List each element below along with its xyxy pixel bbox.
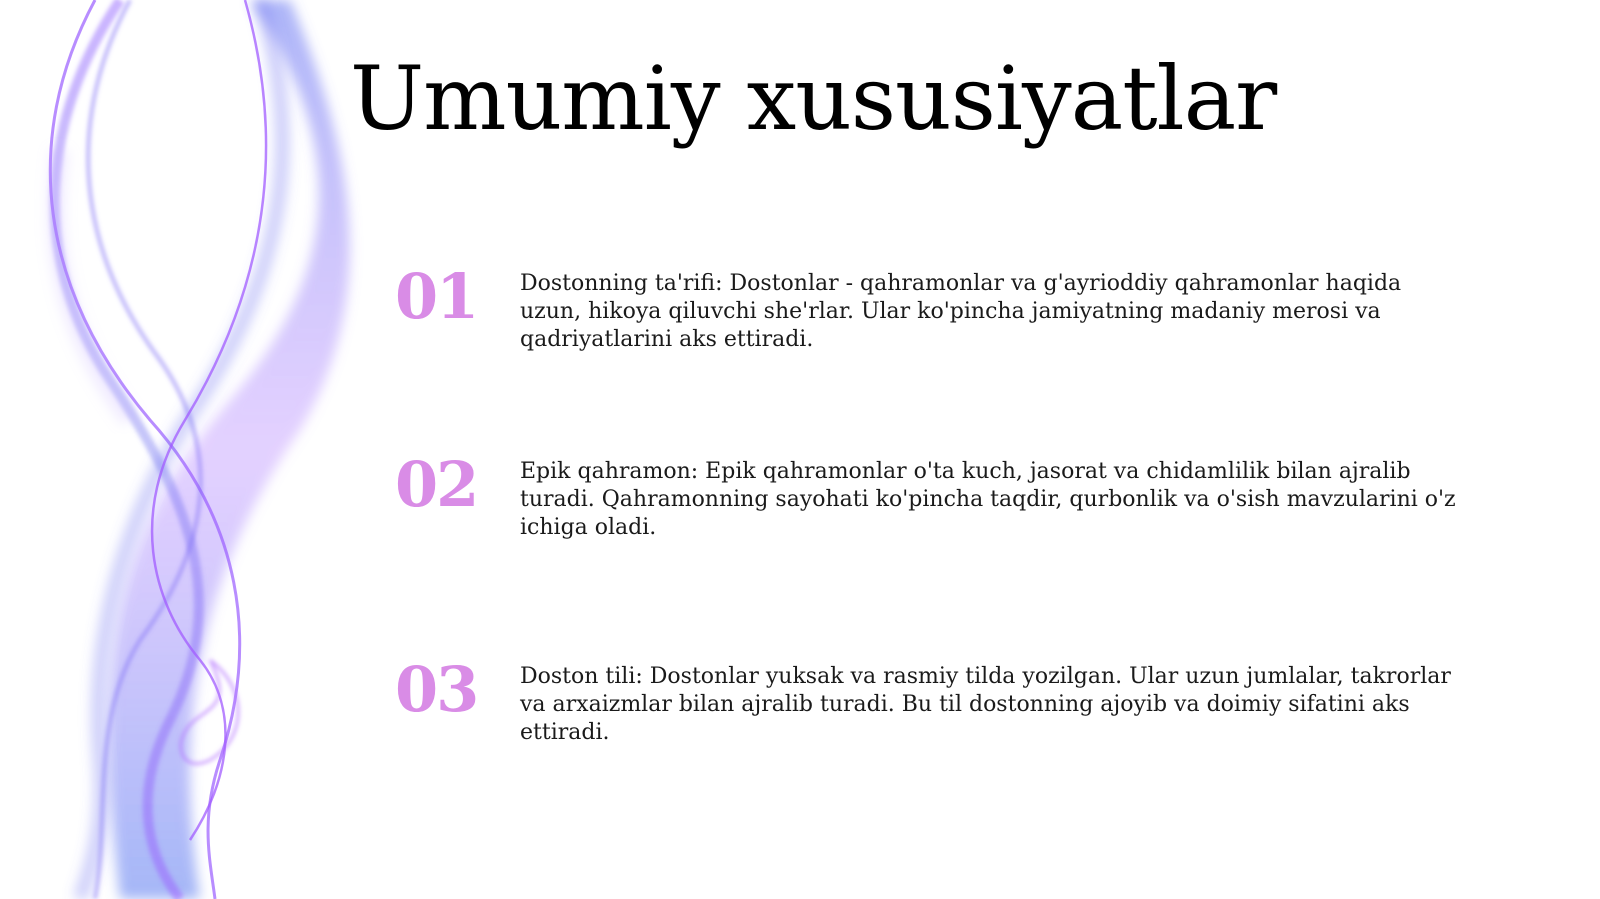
slide-title: Umumiy xususiyatlar [350,47,1277,150]
item-description: Epik qahramon: Epik qahramonlar o'ta kuch, jasorat va chidamlilik bilan ajralib turadi. Qahramonning sayohati ko'pincha taqdir, qurbonlik va o'sish mavzularini o'z ichiga oladi. [520,459,1456,540]
smoke-ribbon-decoration [0,0,380,899]
item-description: Dostonning ta'rifi: Dostonlar - qahramonlar va g'ayrioddiy qahramonlar haqida uzun, hikoya qiluvchi she'rlar. Ular ko'pincha jamiyatning madaniy merosi va qadriyatlarini aks ettiradi. [520,271,1402,352]
item-number: 01 [395,260,478,333]
item-description: Doston tili: Dostonlar yuksak va rasmiy tilda yozilgan. Ular uzun jumlalar, takrorlar va arxaizmlar bilan ajralib turadi. Bu til dostonning ajoyib va doimiy sifatini aks ettiradi. [520,664,1451,745]
item-number: 03 [395,653,478,726]
item-number: 02 [395,448,478,521]
